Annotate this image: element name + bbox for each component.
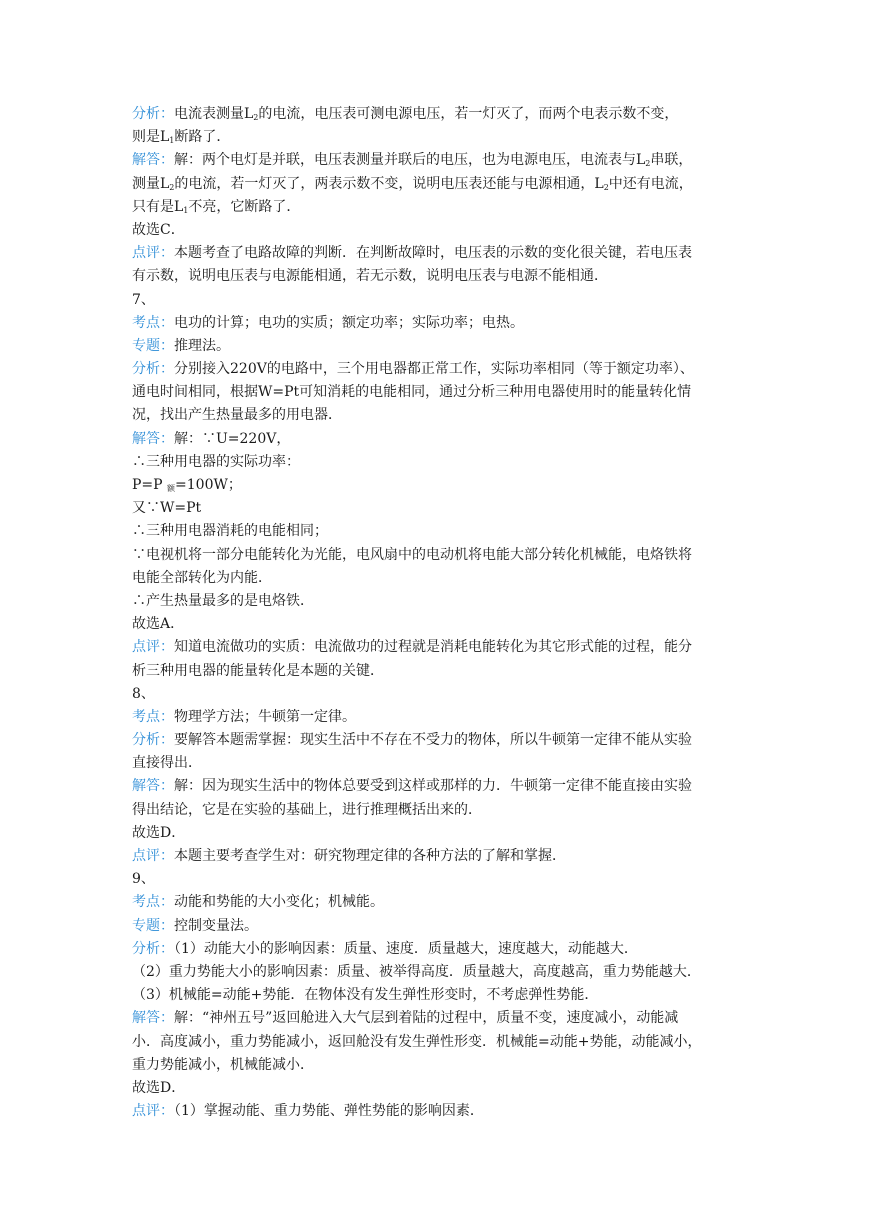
q8-analysis-line-1 xyxy=(132,729,742,752)
comment-label: 点评： xyxy=(132,848,174,864)
text: 解：因为现实生活中的物体总要受到这样或那样的力．牛顿第一定律不能直接由实验 xyxy=(174,778,692,795)
q7-key-point xyxy=(132,312,742,335)
text: 解：两个电灯是并联，电压表测量并联后的电压，也为电源电压，电流表与L xyxy=(174,152,646,169)
text: 的电流，电压表可测电源电压，若一灯灭了，而两个电表示数不变， xyxy=(258,106,679,122)
solution-label: 解答： xyxy=(132,152,174,169)
q7-analysis-line-1 xyxy=(132,358,742,381)
solution-label: 解答： xyxy=(132,778,174,795)
q7-comment-line-2: 析三种用电器的能量转化是本题的关键． xyxy=(132,662,384,679)
subscript: 2 xyxy=(603,182,609,192)
text: 物理学方法；牛顿第一定律。 xyxy=(174,708,356,725)
solution-label: 解答： xyxy=(132,1010,174,1027)
q9-comment xyxy=(132,1100,742,1123)
q6-comment-line-2: 有示数，说明电压表与电源能相通，若无示数，说明电压表与电源不能相通． xyxy=(132,268,608,285)
q6-solution-line-3 xyxy=(132,196,742,219)
text: =100W； xyxy=(175,477,242,493)
q7-solution-line-3 xyxy=(132,474,742,497)
q8-number: 8、 xyxy=(132,685,155,702)
key-point-label: 考点： xyxy=(132,894,174,911)
analysis-label: 分析： xyxy=(132,940,174,957)
q7-solution-line-8: ∴产生热量最多的是电烙铁． xyxy=(132,592,314,609)
text: 不亮，它断路了． xyxy=(188,198,301,215)
q8-analysis-line-2: 直接得出． xyxy=(132,755,202,772)
q6-solution-line-2 xyxy=(132,173,742,196)
text: 只有是L xyxy=(132,198,184,215)
analysis-label: 分析： xyxy=(132,732,174,749)
text: 控制变量法。 xyxy=(174,917,258,934)
q7-comment-line-1 xyxy=(132,636,742,659)
q7-solution-line-4: 又∵W=Pt xyxy=(132,500,202,517)
q6-analysis-line-1 xyxy=(132,103,742,126)
q9-number: 9、 xyxy=(132,871,155,888)
q8-solution-line-2: 得出结论，它是在实验的基础上，进行推理概括出来的． xyxy=(132,801,482,818)
comment-label: 点评： xyxy=(132,639,174,656)
q6-analysis-line-2 xyxy=(132,126,742,149)
q7-solution-line-1 xyxy=(132,428,742,451)
q9-solution-line-2: 小．高度减小，重力势能减小，返回舱没有发生弹性形变．机械能=动能+势能，动能减小， xyxy=(132,1033,702,1050)
subscript: 1 xyxy=(183,205,189,215)
q9-solution-line-1 xyxy=(132,1007,742,1030)
subscript: 2 xyxy=(253,113,259,122)
answer-content xyxy=(132,103,742,1123)
key-point-label: 考点： xyxy=(132,708,174,725)
q9-analysis-line-3: （3）机械能=动能+势能．在物体没有发生弹性形变时，不考虑弹性势能． xyxy=(132,987,599,1004)
subscript: 2 xyxy=(645,159,651,169)
analysis-label: 分析： xyxy=(132,106,174,122)
q9-topic xyxy=(132,915,742,938)
text: 断路了． xyxy=(174,129,231,146)
q9-key-point xyxy=(132,891,742,914)
text: 中还有电流， xyxy=(608,175,693,192)
subscript: 1 xyxy=(169,136,175,146)
analysis-label: 分析： xyxy=(132,361,174,378)
text: 推理法。 xyxy=(174,337,230,354)
q7-choice: 故选A． xyxy=(132,616,185,633)
text: 则是L xyxy=(132,129,170,146)
q8-comment xyxy=(132,845,742,868)
q7-solution-line-6: ∵电视机将一部分电能转化为光能，电风扇中的电动机将电能大部分转化机械能，电烙铁将 xyxy=(132,546,692,563)
q7-number: 7、 xyxy=(132,291,155,308)
q8-choice: 故选D． xyxy=(132,824,186,841)
comment-label: 点评： xyxy=(132,245,174,262)
q7-analysis-line-2: 通电时间相同，根据W=Pt可知消耗的电能相同，通过分析三种用电器使用时的能量转化情 xyxy=(132,384,692,401)
text: 电功的计算；电功的实质；额定功率；实际功率；电热。 xyxy=(174,314,524,331)
text: （1）动能大小的影响因素：质量、速度．质量越大，速度越大，动能越大． xyxy=(174,940,638,957)
text: 解：“神州五号”返回舱进入大气层到着陆的过程中，质量不变，速度减小，动能减 xyxy=(174,1010,679,1027)
key-point-label: 考点： xyxy=(132,314,174,331)
text: 串联， xyxy=(650,152,693,169)
topic-label: 专题： xyxy=(132,917,174,934)
q7-solution-line-2: ∴三种用电器的实际功率： xyxy=(132,453,300,470)
text: 解：∵U=220V， xyxy=(174,430,291,447)
q9-analysis-line-1 xyxy=(132,938,742,961)
q7-solution-line-5: ∴三种用电器消耗的电能相同； xyxy=(132,523,328,540)
text: 要解答本题需掌握：现实生活中不存在不受力的物体，所以牛顿第一定律不能从实验 xyxy=(174,732,692,749)
q9-solution-line-3: 重力势能减小，机械能减小． xyxy=(132,1056,314,1073)
text: 本题主要考查学生对：研究物理定律的各种方法的了解和掌握． xyxy=(174,848,566,864)
comment-label: 点评： xyxy=(132,1103,174,1120)
q6-choice: 故选C． xyxy=(132,221,185,238)
q6-comment-line-1 xyxy=(132,242,742,265)
q7-topic xyxy=(132,335,742,358)
topic-label: 专题： xyxy=(132,337,174,354)
subscript: 2 xyxy=(169,182,175,192)
q9-choice: 故选D． xyxy=(132,1079,186,1096)
text: 电流表测量L xyxy=(174,106,254,122)
text: （1）掌握动能、重力势能、弹性势能的影响因素． xyxy=(174,1103,484,1120)
q8-key-point xyxy=(132,706,742,729)
text: 本题考查了电路故障的判断．在判断故障时，电压表的示数的变化很关键，若电压表 xyxy=(174,245,692,262)
text: 的电流，若一灯灭了，两表示数不变，说明电压表还能与电源相通，L xyxy=(174,175,604,192)
text: P=P xyxy=(132,477,168,493)
q9-analysis-line-2: （2）重力势能大小的影响因素：质量、被举得高度．质量越大，高度越高，重力势能越大． xyxy=(132,963,701,980)
q8-solution-line-1 xyxy=(132,775,742,798)
text: 分别接入220V的电路中，三个用电器都正常工作，实际功率相同（等于额定功率）、 xyxy=(174,361,694,378)
subscript: 额 xyxy=(167,484,176,493)
solution-label: 解答： xyxy=(132,430,174,447)
text: 测量L xyxy=(132,175,170,192)
q7-solution-line-7: 电能全部转化为内能． xyxy=(132,569,272,586)
text: 知道电流做功的实质：电流做功的过程就是消耗电能转化为其它形式能的过程，能分 xyxy=(174,639,692,656)
q7-analysis-line-3: 况，找出产生热量最多的用电器． xyxy=(132,407,342,424)
text: 动能和势能的大小变化；机械能。 xyxy=(174,894,384,911)
q6-solution-line-1 xyxy=(132,149,742,172)
